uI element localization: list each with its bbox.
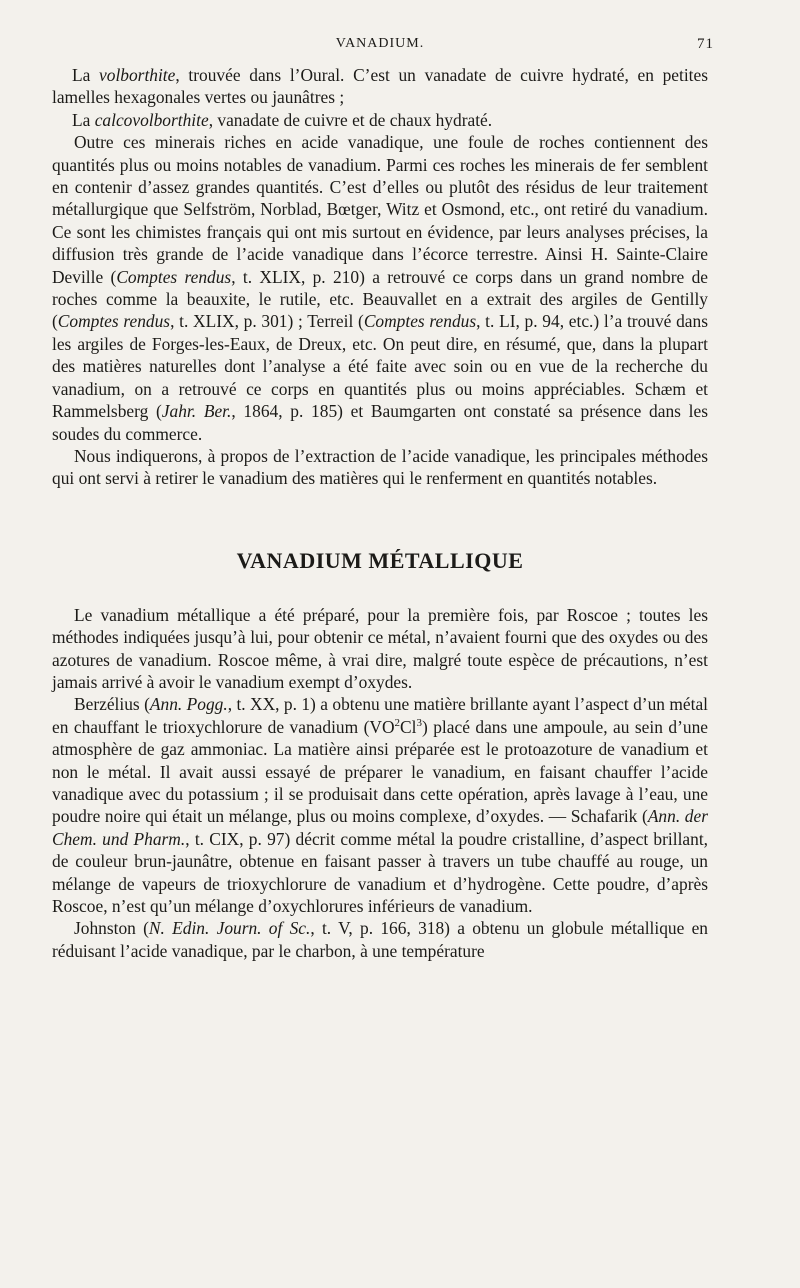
text-run: La [72, 109, 95, 130]
definition-volborthite [52, 64, 708, 109]
running-title: VANADIUM. [335, 36, 425, 51]
paragraph-johnston [52, 917, 708, 962]
citation-title: N. Edin. Journ. of Sc. [148, 918, 311, 939]
paragraph-roscoe: Le vanadium métallique a été préparé, pour la première fois, par Roscoe ; toutes les méthodes indiquées jusqu’à lui, pour obtenir ce métal, n’avaient fourni que des oxydes ou des azotures de vanadium. Roscoe même, à vrai dire, malgré toute espèce de précautions, n’est jamais arrivé à avoir le vanadium exempt d’oxydes. [52, 604, 708, 692]
text-run: ) placé dans une ampoule, au sein d’une atmosphère de gaz ammoniac. La matière ainsi préparée est le protoazoture de vanadium et non le métal. Il avait aussi essayé de préparer le vanadium, en faisant chauffer l’acide vanadique avec du potassium ; il se produisait dans cette opération, après lavage à l’eau, une poudre noire qui était un mélange, plus ou moins complexe, d’oxydes. — Schafarik ( [52, 716, 708, 827]
body-text [52, 64, 708, 962]
text-run: , t. V, p. 166, 318) a obtenu un globule métallique en réduisant l’acide vanadique, par le charbon, à une température [52, 918, 708, 961]
citation-title: Comptes rendus [116, 266, 232, 287]
citation-title: Ann. der Chem. und Pharm. [52, 806, 708, 849]
text-run: , t. LI, p. 94, etc.) l’a trouvé dans les argiles de Forges-les-Eaux, de Dreux, etc. On peut dire, en résumé, que, dans la plupart des matières naturelles dont l’analyse a été faite avec soin ou en vue de la recherche du vanadium, on a retrouvé ce corps en quantités plus ou moins appréciables. Schæm et Rammelsberg ( [52, 311, 708, 422]
text-run: Cl [400, 716, 417, 737]
text-run: Berzélius ( [74, 694, 150, 715]
running-head [52, 34, 714, 58]
citation-title: Jahr. Ber. [161, 401, 232, 422]
paragraph-nous: Nous indiquerons, à propos de l’extraction de l’acide vanadique, les principales méthodes qui ont servi à retirer le vanadium des matières qui le renferment en quantités notables. [52, 445, 708, 489]
formula-superscript: 2 [394, 716, 401, 729]
section-title: VANADIUM MÉTALLIQUE [236, 547, 524, 573]
text-run: , t. XX, p. 1) a obtenu une matière brillante ayant l’aspect d’un métal en chauffant le trioxychlorure de vanadium (VO [52, 694, 708, 737]
formula-superscript: 3 [416, 716, 422, 729]
paragraph-outre [52, 131, 708, 445]
text-run: , trouvée dans l’Oural. C’est un vanadate de cuivre hydraté, en petites lamelles hexagonales vertes ou jaunâtres ; [52, 65, 708, 108]
citation-title: Comptes rendus [57, 311, 171, 332]
paragraph-berzelius [52, 693, 708, 917]
text-run: , t. XLIX, p. 210) a retrouvé ce corps dans un grand nombre de roches comme la beauxite, le rutile, etc. Beauvallet en a extrait des argiles de Gentilly ( [52, 266, 708, 332]
text-run: Johnston ( [74, 918, 149, 939]
citation-title: Ann. Pogg. [149, 694, 228, 715]
text-run: La [72, 65, 100, 85]
text-run: , t. XLIX, p. 301) ; Terreil ( [170, 311, 364, 332]
mineral-name: volborthite [99, 65, 176, 85]
definition-calcovolborthite [52, 109, 708, 131]
page-number: 71 [697, 36, 714, 52]
citation-title: Comptes rendus [363, 311, 477, 332]
text-run: , 1864, p. 185) et Baumgarten ont constaté sa présence dans les soudes du commerce. [52, 401, 708, 444]
text-run: Outre ces minerais riches en acide vanadique, une foule de roches contiennent des quantités plus ou moins notables de vanadium. Parmi ces roches les minerais de fer semblent en contenir d’assez grandes quantités. C’est d’elles ou plutôt des résidus de leur traitement métallurgique que Selfström, Norblad, Bœtger, Witz et Osmond, etc., ont retiré du vanadium. Ce sont les chimistes français qui ont mis surtout en évidence, par leurs analyses précises, la diffusion très grande de l’acide vanadique dans l’écorce terrestre. Ainsi H. Sainte-Claire Deville ( [52, 132, 708, 287]
text-run: , t. CIX, p. 97) décrit comme métal la poudre cristalline, d’aspect brillant, de couleur brun-jaunâtre, obtenue en faisant passer à travers un tube chauffé au rouge, un mélange de vapeurs de trioxychlorure de vanadium et d’hydrogène. Cette poudre, d’après Roscoe, n’est qu’un mélange d’oxychlorures inférieurs de vanadium. [52, 828, 709, 916]
mineral-name: calcovolborthite [94, 109, 209, 130]
text-run: , vanadate de cuivre et de chaux hydraté. [208, 109, 493, 130]
